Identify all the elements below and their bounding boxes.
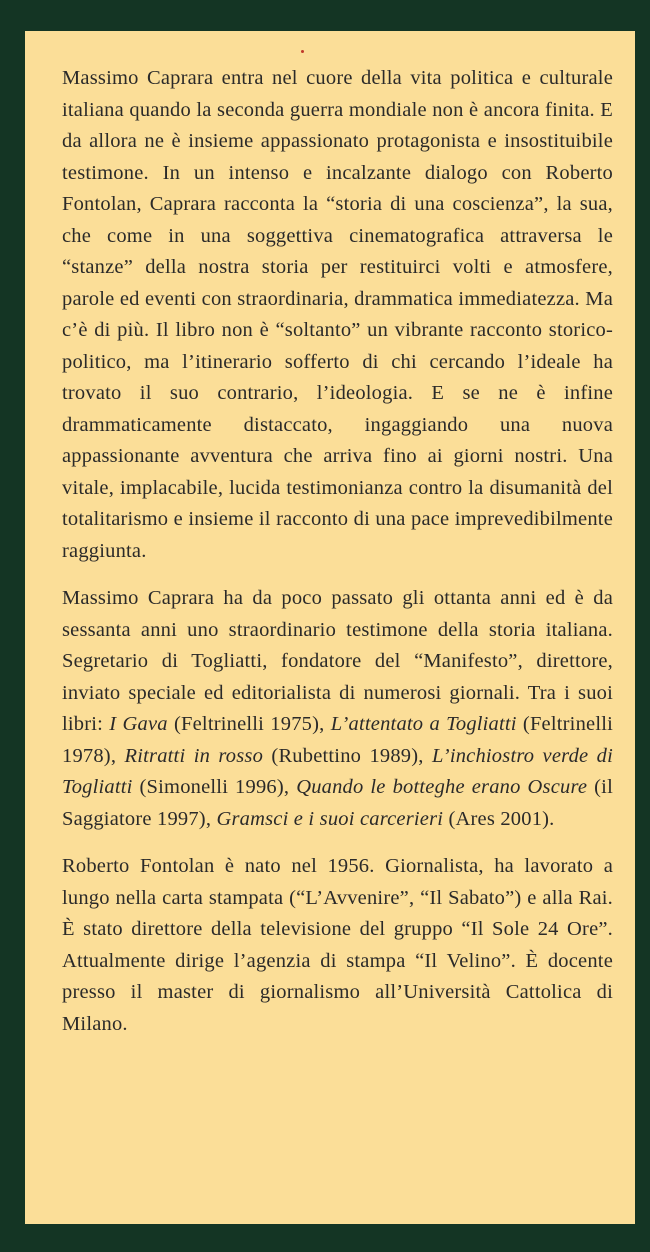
book-title-ritratti: Ritratti in rosso — [124, 744, 264, 767]
bio-text: Massimo Caprara ha da poco passato gli ottanta anni ed è da sessanta anni uno straordinario testimone della storia italiana. Segretario di Togliatti, fondatore del “Manifesto”, direttore, inviato speciale ed editorialista di numerosi giornali. Tra i suoi libri: — [62, 587, 613, 735]
bio-text: Roberto Fontolan è nato nel 1956. Giornalista, ha lavorato a lungo nella carta stampata (“L’Avvenire”, “Il Sabato”) e alla Rai. È stato direttore della televisione del gruppo “Il Sole 24 Ore”. Attualmente dirige l’agenzia di stampa “Il Velino”. È docente presso il master di giornalismo all’Università Cattolica di Milano. — [62, 855, 613, 1035]
publisher-note: (il Saggiatore 1997), — [62, 776, 613, 830]
publisher-note: (Ares 2001). — [443, 807, 555, 830]
synopsis-text: Massimo Caprara entra nel cuore della vita politica e culturale italiana quando la seconda guerra mondiale non è ancora finita. E da allora ne è insieme appassionato protagonista e insostituibile testimone. In un intenso e incalzante dialogo con Roberto Fontolan, Caprara racconta la “storia di una coscienza”, la sua, che come in una soggettiva cinematografica attraversa le “stanze” della nostra storia per restituirci volti e atmosfere, parole ed eventi con straordinaria, drammatica immediatezza. Ma c’è di più. Il libro non è “soltanto” un vibrante racconto storico-politico, ma l’itinerario sofferto di chi cercando l’ideale ha trovato il suo contrario, l’ideologia. E se ne è infine drammaticamente distaccato, ingaggiando una nuova appassionante avventura che arriva fino ai giorni nostri. Una vitale, implacabile, lucida testimonianza contro la disumanità del totalitarismo e insieme il racconto di una pace imprevedibilmente raggiunta. — [62, 67, 613, 562]
book-title-gramsci: Gramsci e i suoi carcerieri — [216, 807, 444, 830]
publisher-note: (Feltrinelli 1975), — [167, 713, 331, 735]
book-title-i-gava: I Gava — [109, 713, 168, 735]
ink-dot — [301, 50, 304, 53]
synopsis-paragraph — [62, 63, 613, 567]
publisher-note: (Feltrinelli 1978), — [62, 713, 614, 767]
author-bio-fontolan — [62, 851, 613, 1040]
book-flap — [25, 31, 635, 1224]
author-bio-caprara — [62, 583, 613, 835]
publisher-note: (Rubettino 1989), — [263, 744, 432, 767]
book-title-botteghe: Quando le botteghe erano Oscure — [296, 776, 588, 798]
book-title-inchiostro: L’inchiostro verde di Togliatti — [62, 744, 614, 798]
publisher-note: (Simonelli 1996), — [132, 776, 297, 798]
book-title-attentato: L’attentato a Togliatti — [330, 713, 517, 735]
